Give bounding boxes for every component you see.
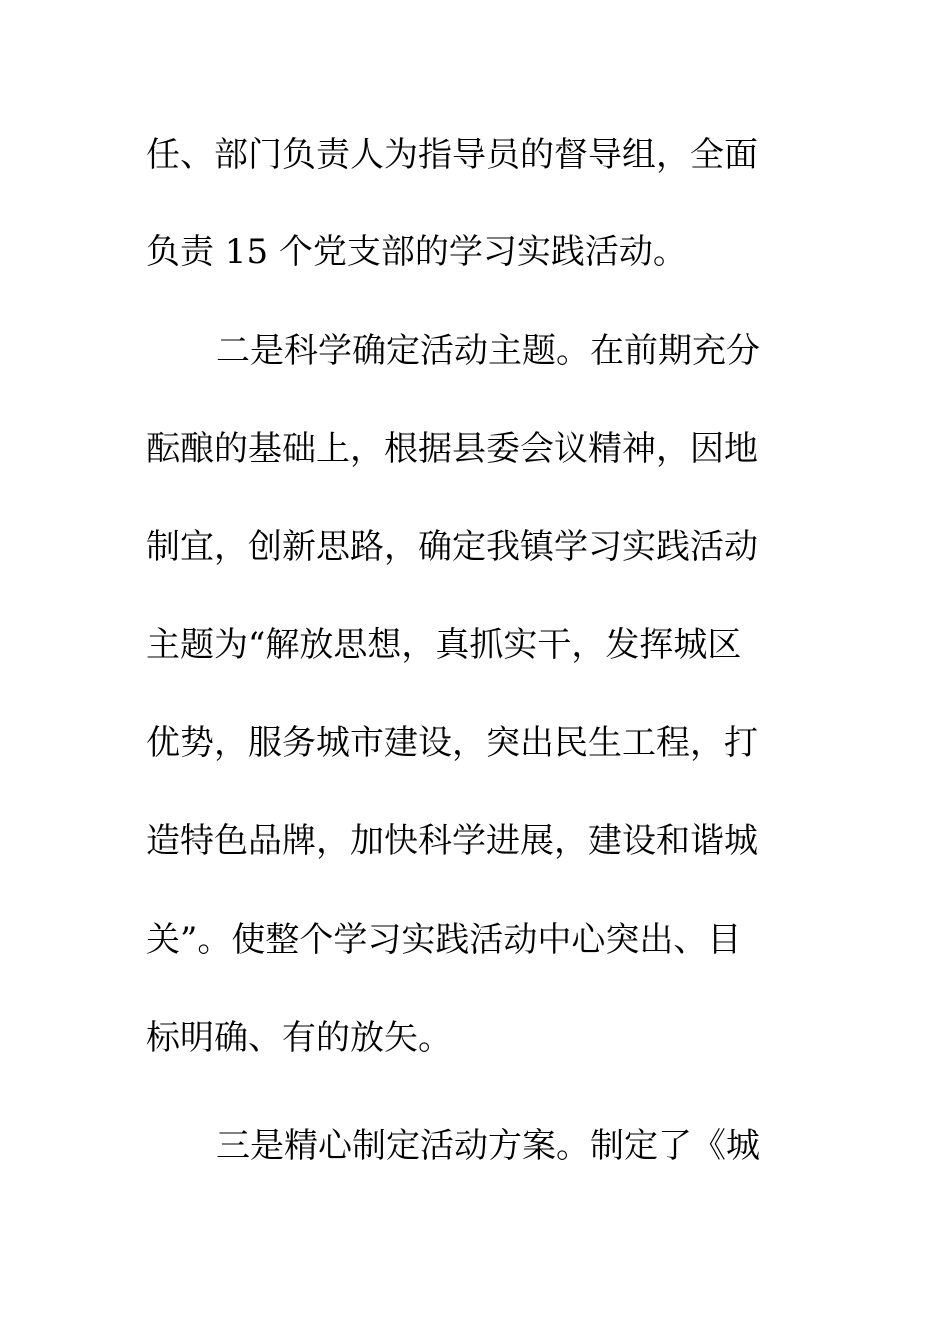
text-line: 造特色品牌，加快科学进展，建设和谐城 — [146, 821, 758, 861]
text-line: 任、部门负责人为指导员的督导组，全面 — [146, 135, 758, 175]
paragraph-start-line: 二是科学确定活动主题。在前期充分 — [216, 331, 760, 371]
text-line: 制宜，创新思路，确定我镇学习实践活动 — [146, 527, 758, 567]
text-line: 酝酿的基础上，根据县委会议精神，因地 — [146, 429, 758, 469]
paragraph-start-line: 三是精心制定活动方案。制定了《城 — [216, 1126, 760, 1166]
text-line: 优势，服务城市建设，突出民生工程，打 — [146, 723, 758, 763]
text-line: 标明确、有的放矢。 — [146, 1018, 452, 1058]
text-line: 负责 15 个党支部的学习实践活动。 — [146, 232, 687, 272]
text-line: 主题为“解放思想，真抓实干，发挥城区 — [146, 625, 742, 665]
text-line: 关”。使整个学习实践活动中心突出、目 — [146, 920, 742, 960]
